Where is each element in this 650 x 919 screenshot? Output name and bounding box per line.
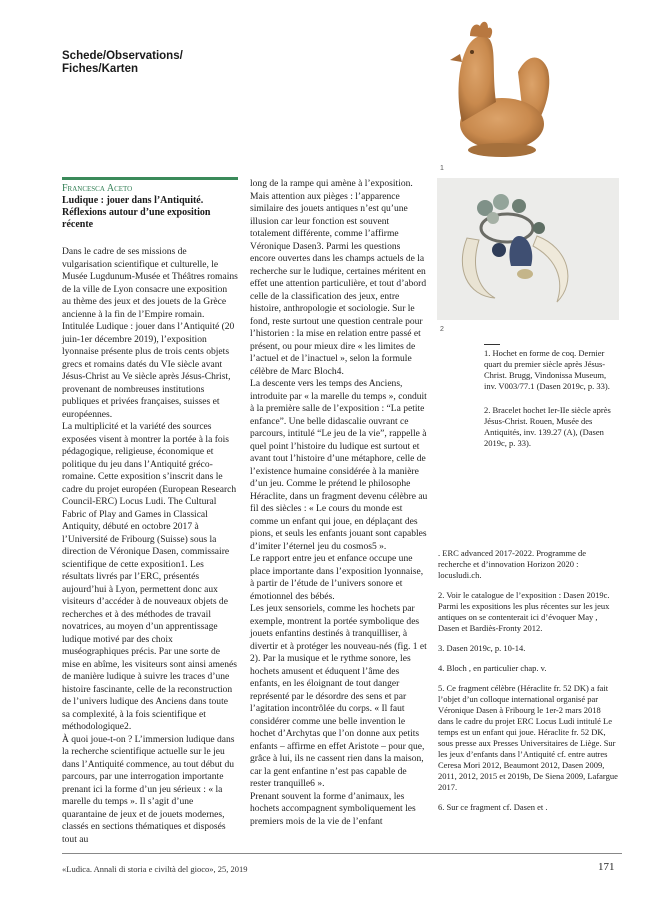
caption-rule — [484, 344, 500, 345]
footnote-3: 3. Dasen 2019c, p. 10-14. — [438, 643, 526, 653]
article-column-2 — [250, 178, 428, 828]
col1-paragraph-2: La multiplicité et la variété des sources exposées visent à montrer la portée à la fois pédagogique, religieuse, économique et politique du jeu dans l’Antiquité gréco-romaine. Cette exposition s’inscrit dans le cadre du projet européen (European Research Council-ERC) Locus Ludi. The Cultural Fabric of Play and Games in Classical Antiquity, débuté en octobre 2017 à l’Université de Fribourg (Suisse) sous la direction de Véronique Dasen, commissaire scientifique de cette exposition1. Les résultats livrés par l’ERC, présentés aujourd’hui à Lyon, permettent donc aux visiteurs d’accéder à de nouveaux objets de recherches et à des méthodes de travail novatrices, au moyen d’un apprentissage ludique motivé par des choix muséographiques précis. Par une sorte de mise en abîme, les visiteurs sont ainsi amenés de manière ludique à suivre les traces d’une histoire fascinante, celle de la reconstruction de l’univers ludique des Anciens dans toute sa complexité, à la fois scientifique et méthodologique2. — [62, 421, 237, 732]
footnote-5: 5. Ce fragment célèbre (Héraclite fr. 52 DK) a fait l’objet d’un colloque international organisé par Véronique Dasen à Fribourg le 1er-2 mars 2018 dans le cadre du projet ERC Locus Ludi intitulé Le temps est un enfant qui joue. Héraclite fr. 52 DK, sous presse aux Presses Universitaires de Liège. Sur les jeux d’enfants dans l’Antiquité cf. entre autres Ceresa Mori 2012, Beaumont 2012, Dasen 2009, 2011, 2012, 2015 et 2019b, De Siena 2009, Lafargue 2017. — [438, 683, 618, 792]
article-title: Ludique : jouer dans l’Antiquité. Réflexions autour d’une exposition récente — [62, 195, 211, 230]
bracelet-rattle-image — [437, 178, 619, 320]
article-author: Francesca Aceto — [62, 183, 133, 194]
rooster-rattle-image — [440, 12, 560, 162]
footnote-6: 6. Sur ce fragment cf. Dasen et . — [438, 802, 548, 812]
section-heading — [62, 50, 262, 76]
col1-paragraph-3: À quoi joue-t-on ? L’immersion ludique dans la recherche scientifique actuelle sur le jeu dans l’Antiquité commence, au tout début du parcours, par une interrogation importante prenant ici la forme d’un jeu sérieux : « la marelle du temps ». Il s’agit d’une quarantaine de jeux et de jouets modernes, classés en sections thématiques et disposés tout au — [62, 733, 235, 845]
footnote-2: 2. Voir le catalogue de l’exposition : Dasen 2019c. Parmi les expositions les plus récentes sur les jeux antiques on se contenterait ici d’évoquer May , Dasen et Bardiès-Fronty 2012. — [438, 590, 610, 633]
article-header — [62, 183, 238, 231]
col2-paragraph-3: Le rapport entre jeu et enfance occupe une place importante dans l’exposition lyonnaise, à partir de l’étude de l’univers sonore et émotionnel des bébés. — [250, 553, 424, 602]
col2-paragraph-2: La descente vers les temps des Anciens, introduite par « la marelle du temps », conduit à la première salle de l’exposition : “La petite enfance”. Une belle didascalie ouvrant ce parcours, intitulé “Le jeu de la vie”, rappelle à quel point l’histoire du ludique est surtout et avant tout l’histoire d’une métaphore, celle de l’existence humaine considérée à la manière d’un jeu. Comme le prétend le philosophe Héraclite, dans un fragment devenu célèbre au fil des siècles : « Le cours du monde est comme un enfant qui joue, en déplaçant des pions, et seuls les enfants jouant sont capables d’imiter l’éternel jeu du cosmos5 ». — [250, 378, 428, 552]
footer-rule — [62, 853, 622, 854]
figure-captions — [484, 348, 619, 449]
col1-paragraph-1: Dans le cadre de ses missions de vulgarisation scientifique et culturelle, le Musée Lugdunum-Musée et Théâtres romains de la ville de Lyon consacre une exposition au thème des jeux et des jouets de la Grèce ancienne à la fin de l’Empire romain. Intitulée Ludique : jouer dans l’Antiquité (20 juin-1er décembre 2019), l’exposition lyonnaise présente plus de trois cents objets grecs et romains datés du VIe siècle avant Jésus-Christ au Ve siècle après Jésus-Christ, provenant de nombreuses institutions publiques et privées françaises, suisses et européennes. — [62, 246, 238, 420]
caption-2: 2. Bracelet hochet Ier-IIe siècle après Jésus-Christ. Rouen, Musée des Antiquités, inv. 139.27 (A), (Dasen 2019c, p. 33). — [484, 405, 611, 448]
footnote-1: . ERC advanced 2017-2022. Programme de recherche et d’innovation Horizon 2020 : locusludi.ch. — [438, 548, 587, 580]
caption-1: 1. Hochet en forme de coq. Dernier quart du premier siècle après Jésus-Christ. Brugg, Vindonissa Museum, inv. V003/77.1 (Dasen 2019c, p. 33). — [484, 348, 610, 391]
page-number: 171 — [598, 861, 615, 873]
figure-1-number: 1 — [440, 165, 444, 172]
col2-paragraph-1: long de la rampe qui amène à l’exposition. Mais attention aux pièges : l’apparence similaire des jouets antiques n’est qu’une illusion car leur fonction est souvent totalement différente, comme l’affirme Véronique Dasen3. Parmi les questions encore ouvertes dans les champs actuels de la recherche sur le ludique, certaines méritent en effet une attention particulière, et tout d’abord celle de la classification des jeux, entre histoire, anthropologie et sociologie. Sur le fond, reste surtout une question centrale pour l’historien : la mise en relation entre passé et présent, ou pour mieux dire « les limites de l’actuel et de l’inactuel », selon la formule célèbre de Marc Bloch4. — [250, 178, 427, 377]
article-column-1 — [62, 246, 238, 846]
footnote-4: 4. Bloch , en particulier chap. v. — [438, 663, 547, 673]
figure-2-number: 2 — [440, 326, 444, 333]
figure-1 — [440, 12, 560, 162]
figure-2 — [437, 178, 619, 320]
section-heading-line-1: Schede/Observations/ — [62, 50, 183, 62]
section-heading-line-2: Fiches/Karten — [62, 63, 139, 75]
col2-paragraph-5: Prenant souvent la forme d’animaux, les hochets accompagnent symboliquement les premiers mois de la vie de l’enfant — [250, 790, 416, 827]
col2-paragraph-4: Les jeux sensoriels, comme les hochets par exemple, montrent la portée symbolique des jouets enfantins destinés à tranquilliser, à divertir et à protéger les nouveau-nés (fig. 1 et 2). Par la musique et le rythme sonore, les hochets amusent et éduquent l’âme des enfants, en les éloignant de tout danger représenté par le désordre des sens et par l’agitation incontrôlée du corps. « Il faut considérer comme une belle invention le hochet d’Archytas que l’on donne aux petits enfants – affirme en effet Aristote – pour que, grâce à lui, ils ne cassent rien dans la maison, car la gent enfantine n’est pas capable de rester tranquille6 ». — [250, 603, 427, 789]
author-rule — [62, 177, 238, 180]
footnotes — [438, 548, 618, 813]
journal-citation: «Ludica. Annali di storia e civiltà del gioco», 25, 2019 — [62, 864, 248, 874]
